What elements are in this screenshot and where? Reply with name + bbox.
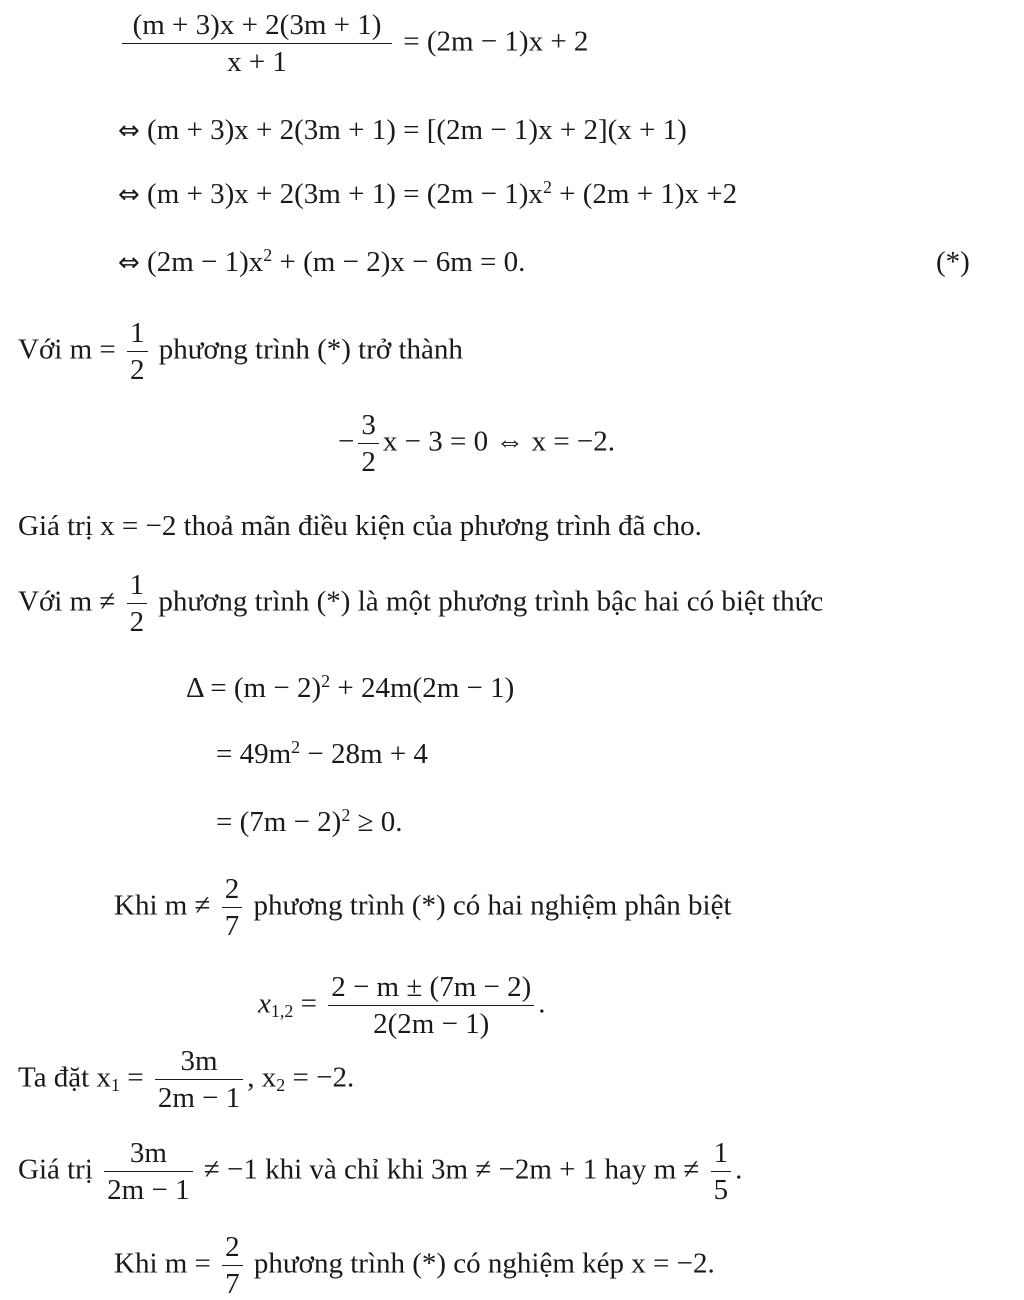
khi-text-post: phương trình (*) có nghiệm kép x = −2.	[253, 1247, 715, 1280]
fraction-numerator: 3m	[155, 1046, 243, 1080]
case-not-half-line	[18, 570, 823, 638]
roots-subscript: 1,2	[270, 1001, 294, 1022]
linear-equation	[338, 410, 615, 478]
roots-lhs: x	[258, 987, 271, 1020]
set-text-mid: , x	[247, 1061, 277, 1094]
step-text: (m + 3)x + 2(3m + 1) = [(2m − 1)x + 2](x + 1)	[147, 114, 687, 146]
exponent: 2	[263, 245, 273, 266]
fraction-numerator: 2 − m ± (7m − 2)	[328, 972, 534, 1006]
value-condition-line	[18, 1138, 742, 1206]
delta-text-b: − 28m + 4	[300, 738, 428, 770]
fraction-denominator: x + 1	[227, 46, 287, 79]
step-text-a: (m + 3)x + 2(3m + 1) = (2m − 1)x	[147, 178, 543, 210]
exponent: 2	[341, 805, 351, 826]
fraction-denominator: 2	[361, 446, 376, 479]
subscript: 1	[111, 1075, 120, 1096]
khi-text-post: phương trình (*) có hai nghiệm phân biệt	[253, 889, 732, 922]
fraction-x1	[155, 1046, 243, 1114]
case-text-post: phương trình (*) trở thành	[158, 333, 463, 366]
fraction-numerator: 3	[358, 410, 379, 444]
khi-text-pre: Khi m ≠	[114, 889, 211, 922]
fraction-half	[127, 318, 148, 386]
iff-symbol: ⇔	[118, 180, 140, 210]
step-line-1	[118, 116, 687, 145]
delta-text-a: = (7m − 2)	[216, 806, 342, 838]
exponent: 2	[542, 177, 552, 198]
equals-sign: =	[300, 987, 317, 1020]
equation-fraction-line	[118, 10, 588, 78]
iff-symbol: ⇔	[118, 248, 140, 278]
khi-text-pre: Khi m =	[114, 1247, 211, 1280]
exponent: 2	[321, 671, 331, 692]
delta-text-a: = 49m	[216, 738, 292, 770]
fraction-x1	[104, 1138, 192, 1206]
fraction-denominator: 2	[129, 606, 145, 639]
fraction-numerator: 1	[711, 1138, 732, 1172]
delta-text-a: Δ = (m − 2)	[186, 672, 322, 704]
case-text-pre: Với m =	[18, 333, 116, 366]
fraction-numerator: 2	[222, 1232, 243, 1266]
fraction-lhs	[122, 10, 392, 78]
equals-sign: =	[127, 1061, 144, 1094]
delta-line-1	[186, 671, 515, 704]
delta-line-3	[216, 805, 403, 838]
linear-rest: x − 3 = 0 ⇔ x = −2.	[382, 425, 616, 458]
fraction-three-halves	[358, 410, 379, 478]
minus-sign: −	[338, 425, 355, 458]
fraction-denominator: 2m − 1	[157, 1082, 241, 1115]
fraction-denominator: 7	[225, 1268, 240, 1300]
fraction-denominator: 2m − 1	[107, 1174, 190, 1207]
fraction-numerator: (m + 3)x + 2(3m + 1)	[122, 10, 392, 44]
case-text-pre: Với m ≠	[18, 585, 116, 618]
delta-line-2	[216, 737, 428, 770]
step-line-2	[118, 177, 738, 210]
fraction-numerator: 1	[127, 318, 148, 352]
equation-label-star: (*)	[936, 246, 970, 278]
fraction-denominator: 2	[130, 354, 145, 387]
delta-text-b: ≥ 0.	[350, 806, 403, 838]
case-half-line	[18, 318, 463, 386]
case-text-post: phương trình (*) là một phương trình bậc hai có biệt thức	[158, 585, 824, 618]
step-text-b: + (2m + 1)x +2	[551, 178, 738, 210]
iff-symbol: ⇔	[118, 116, 140, 146]
fraction-numerator: 1	[127, 570, 148, 604]
step-text-a: (2m − 1)x	[147, 246, 264, 278]
check-line: Giá trị x = −2 thoả mãn điều kiện của phương trình đã cho.	[18, 510, 702, 542]
value-text-pre: Giá trị	[18, 1153, 93, 1186]
fraction-denominator: 7	[224, 910, 240, 943]
subscript: 2	[276, 1075, 286, 1096]
step-line-3	[118, 245, 526, 278]
fraction-numerator: 3m	[104, 1138, 192, 1172]
exponent: 2	[291, 737, 301, 758]
step-text-b: + (m − 2)x − 6m = 0.	[272, 246, 526, 278]
roots-end: .	[538, 987, 546, 1020]
roots-formula	[258, 972, 546, 1040]
fraction-numerator: 2	[222, 874, 243, 908]
set-text-post: = −2.	[285, 1061, 355, 1094]
khi-two-sevenths	[114, 1232, 715, 1300]
fraction-two-sevenths	[222, 1232, 243, 1300]
fraction-two-sevenths	[222, 874, 243, 942]
khi-not-two-sevenths	[114, 874, 732, 942]
fraction-roots	[328, 972, 534, 1040]
fraction-denominator: 5	[713, 1174, 729, 1207]
set-text-pre: Ta đặt x	[18, 1061, 111, 1094]
value-text-end: .	[735, 1153, 743, 1186]
fraction-half	[127, 570, 148, 638]
delta-text-b: + 24m(2m − 1)	[330, 672, 515, 704]
value-text-mid: ≠ −1 khi và chỉ khi 3m ≠ −2m + 1 hay m ≠	[203, 1153, 700, 1186]
set-roots-line	[18, 1046, 354, 1114]
fraction-fifth	[711, 1138, 732, 1206]
fraction-denominator: 2(2m − 1)	[373, 1008, 490, 1041]
equation-rhs: = (2m − 1)x + 2	[403, 25, 589, 58]
